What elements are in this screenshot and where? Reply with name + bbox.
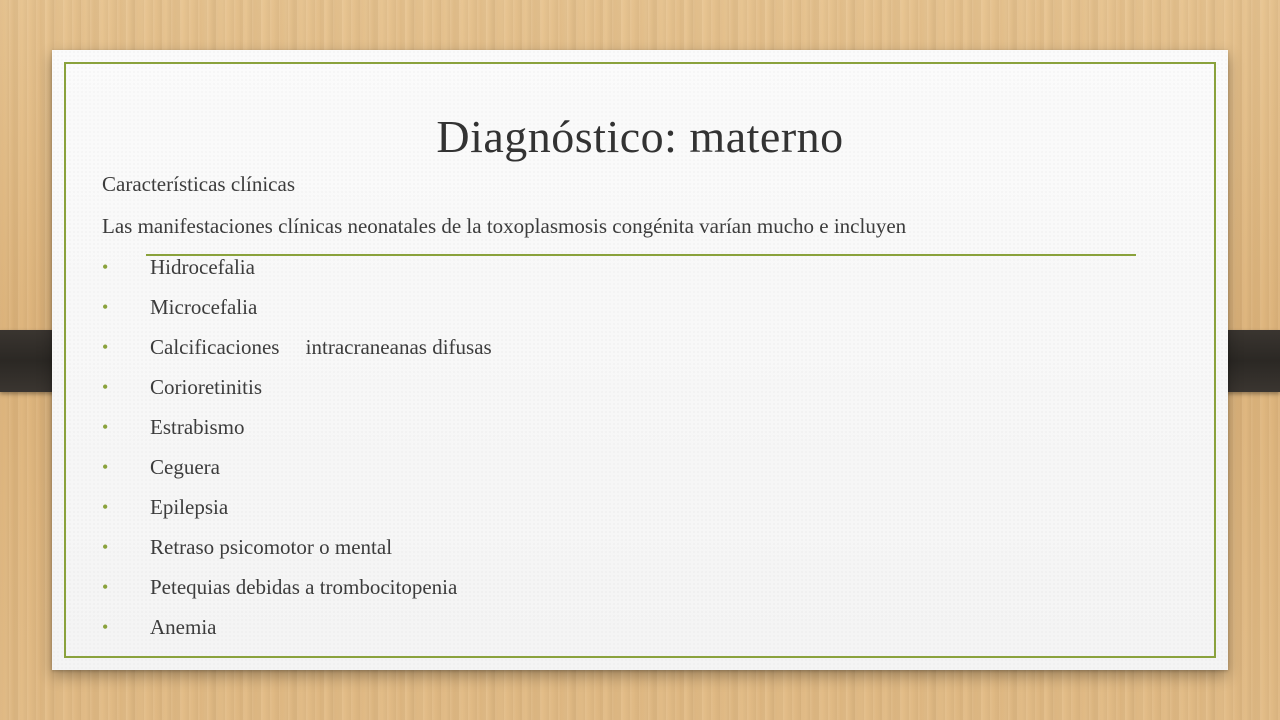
slide-title: Diagnóstico: materno: [436, 111, 844, 162]
bullet-icon: •: [102, 617, 109, 637]
bullet-icon: •: [102, 497, 109, 517]
bullet-icon: •: [102, 417, 109, 437]
bullet-text: Retraso psicomotor o mental: [150, 535, 393, 559]
bullet-text: Microcefalia: [150, 295, 258, 319]
bullet-text: Anemia: [150, 615, 217, 639]
bullet-icon: •: [102, 457, 109, 477]
bullet-text: Ceguera: [150, 455, 220, 479]
bullet-icon: •: [102, 377, 109, 397]
bullet-text: Epilepsia: [150, 495, 229, 519]
title-underline-rule: [146, 254, 1136, 256]
bullet-icon: •: [102, 577, 109, 597]
slide-subheading: Características clínicas: [102, 172, 295, 196]
bullet-icon: •: [102, 297, 109, 317]
slide-intro-text: Las manifestaciones clínicas neonatales de la toxoplasmosis congénita varían mucho e incluyen: [102, 214, 907, 238]
bullet-icon: •: [102, 537, 109, 557]
bullet-text: Estrabismo: [150, 415, 245, 439]
bullet-text: Calcificaciones intracraneanas difusas: [150, 335, 492, 359]
bullet-icon: •: [102, 257, 109, 277]
bullet-text: Corioretinitis: [150, 375, 262, 399]
bullet-text: Hidrocefalia: [150, 255, 255, 279]
bullet-icon: •: [102, 337, 109, 357]
slide-paper: [52, 50, 1228, 670]
bullet-text: Petequias debidas a trombocitopenia: [150, 575, 458, 599]
